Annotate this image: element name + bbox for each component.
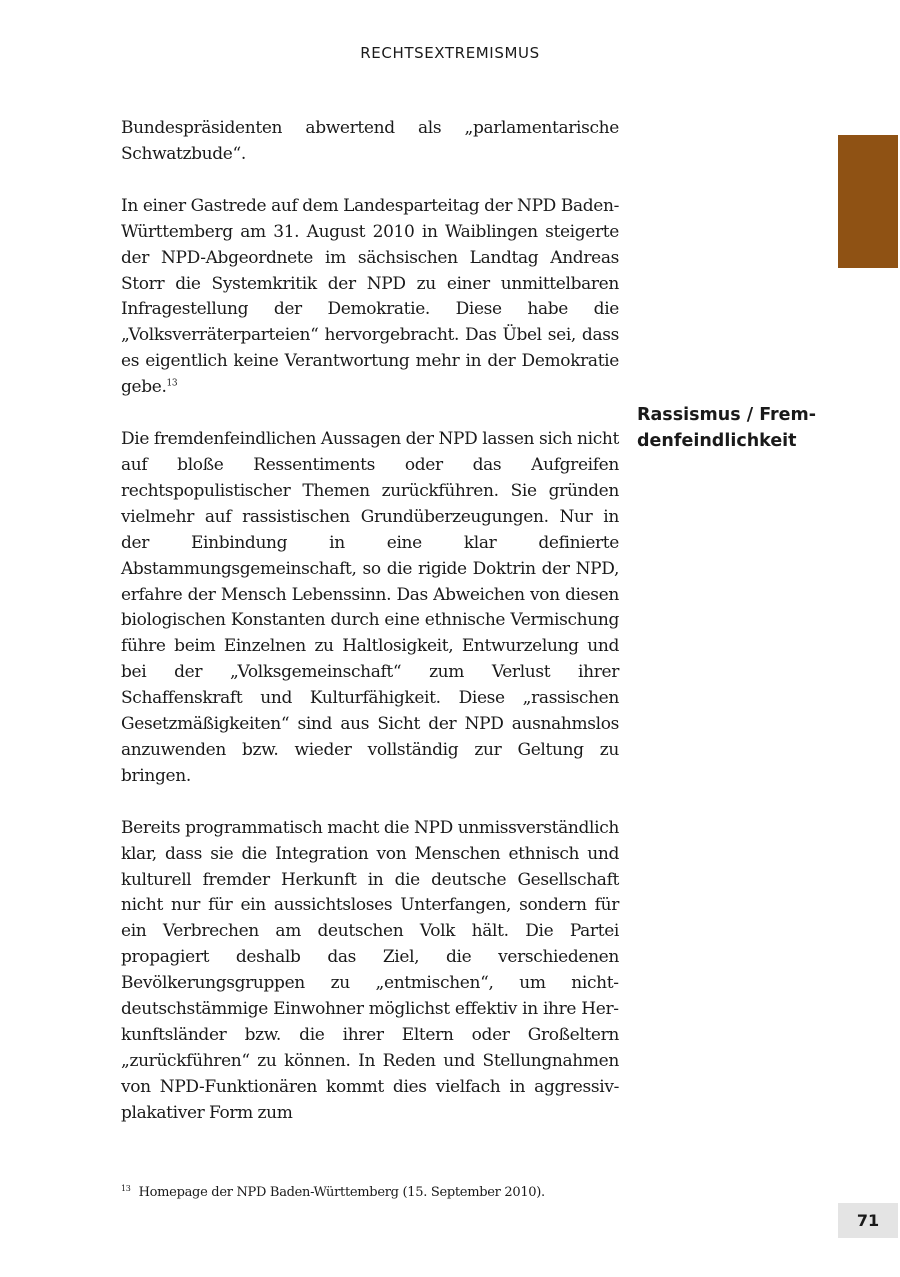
paragraph-2-text: In einer Gastrede auf dem Landesparteitag der NPD Baden-Württemberg am 31. August 2010 in Waiblingen steigerte der NPD-Abgeordnete im sächsischen Landtag Andreas Storr die Systemkritik der NPD zu einer unmittelbaren Infragestellung der Demokratie. Diese habe die „Volksverräterparteien“ hervorgebracht. Das Übel sei, dass es eigentlich keine Verantwortung mehr in der Demokratie gebe. [121, 195, 619, 398]
paragraph-4: Bereits programmatisch macht die NPD unmissverständlich klar, dass sie die Integration von Menschen ethnisch und kulturell fremder Herkunft in die deutsche Gesellschaft nicht nur für ein aussichtsloses Unterfangen, sondern für ein Verbrechen am deutschen Volk hält. Die Partei propagiert deshalb das Ziel, die verschiedenen Bevölkerungsgruppen zu „entmischen“, um nichtdeutschstämmige Einwohner möglichst effektiv in ihre Herkunftsländer bzw. die ihrer Eltern oder Großeltern „zurückführen“ zu können. In Reden und Stellungnahmen von NPD-Funktionären kommt dies vielfach in aggressiv-plakativer Form zum [121, 817, 619, 1123]
chapter-color-tab [838, 135, 898, 268]
footnote [121, 1185, 681, 1200]
page-number: 71 [838, 1203, 898, 1238]
paragraph-2 [121, 194, 619, 401]
paragraph-3: Die fremdenfeindlichen Aussagen der NPD lassen sich nicht auf bloße Ressentiments oder das Aufgreifen rechtspopulistischer Themen zurückführen. Sie gründen vielmehr auf rassistischen Grundüberzeugungen. Nur in der Einbindung in eine klar definierte Abstammungsgemeinschaft, so die rigide Doktrin der NPD, erfahre der Mensch Lebenssinn. Das Abweichen von diesen biologischen Konstanten durch eine ethnische Vermischung führe beim Einzelnen zu Haltlosigkeit, Entwurzelung und bei der „Volksgemeinschaft“ zum Verlust ihrer Schaffenskraft und Kulturfähigkeit. Diese „rassischen Gesetzmäßigkeiten“ sind aus Sicht der NPD ausnahmslos anzuwenden bzw. wieder vollständig zur Geltung zu bringen. [121, 429, 619, 786]
margin-heading: Rassismus / Fremdenfeindlichkeit [637, 405, 817, 451]
footnote-number: 13 [121, 1183, 131, 1193]
running-head: RECHTSEXTREMISMUS [360, 44, 540, 62]
body-text [121, 116, 619, 1153]
footnote-reference: 13 [166, 378, 178, 389]
footnote-text: Homepage der NPD Baden-Württemberg (15. September 2010). [138, 1185, 545, 1200]
paragraph-1: Bundespräsidenten abwertend als „parlamentarische Schwatzbude“. [121, 118, 619, 164]
